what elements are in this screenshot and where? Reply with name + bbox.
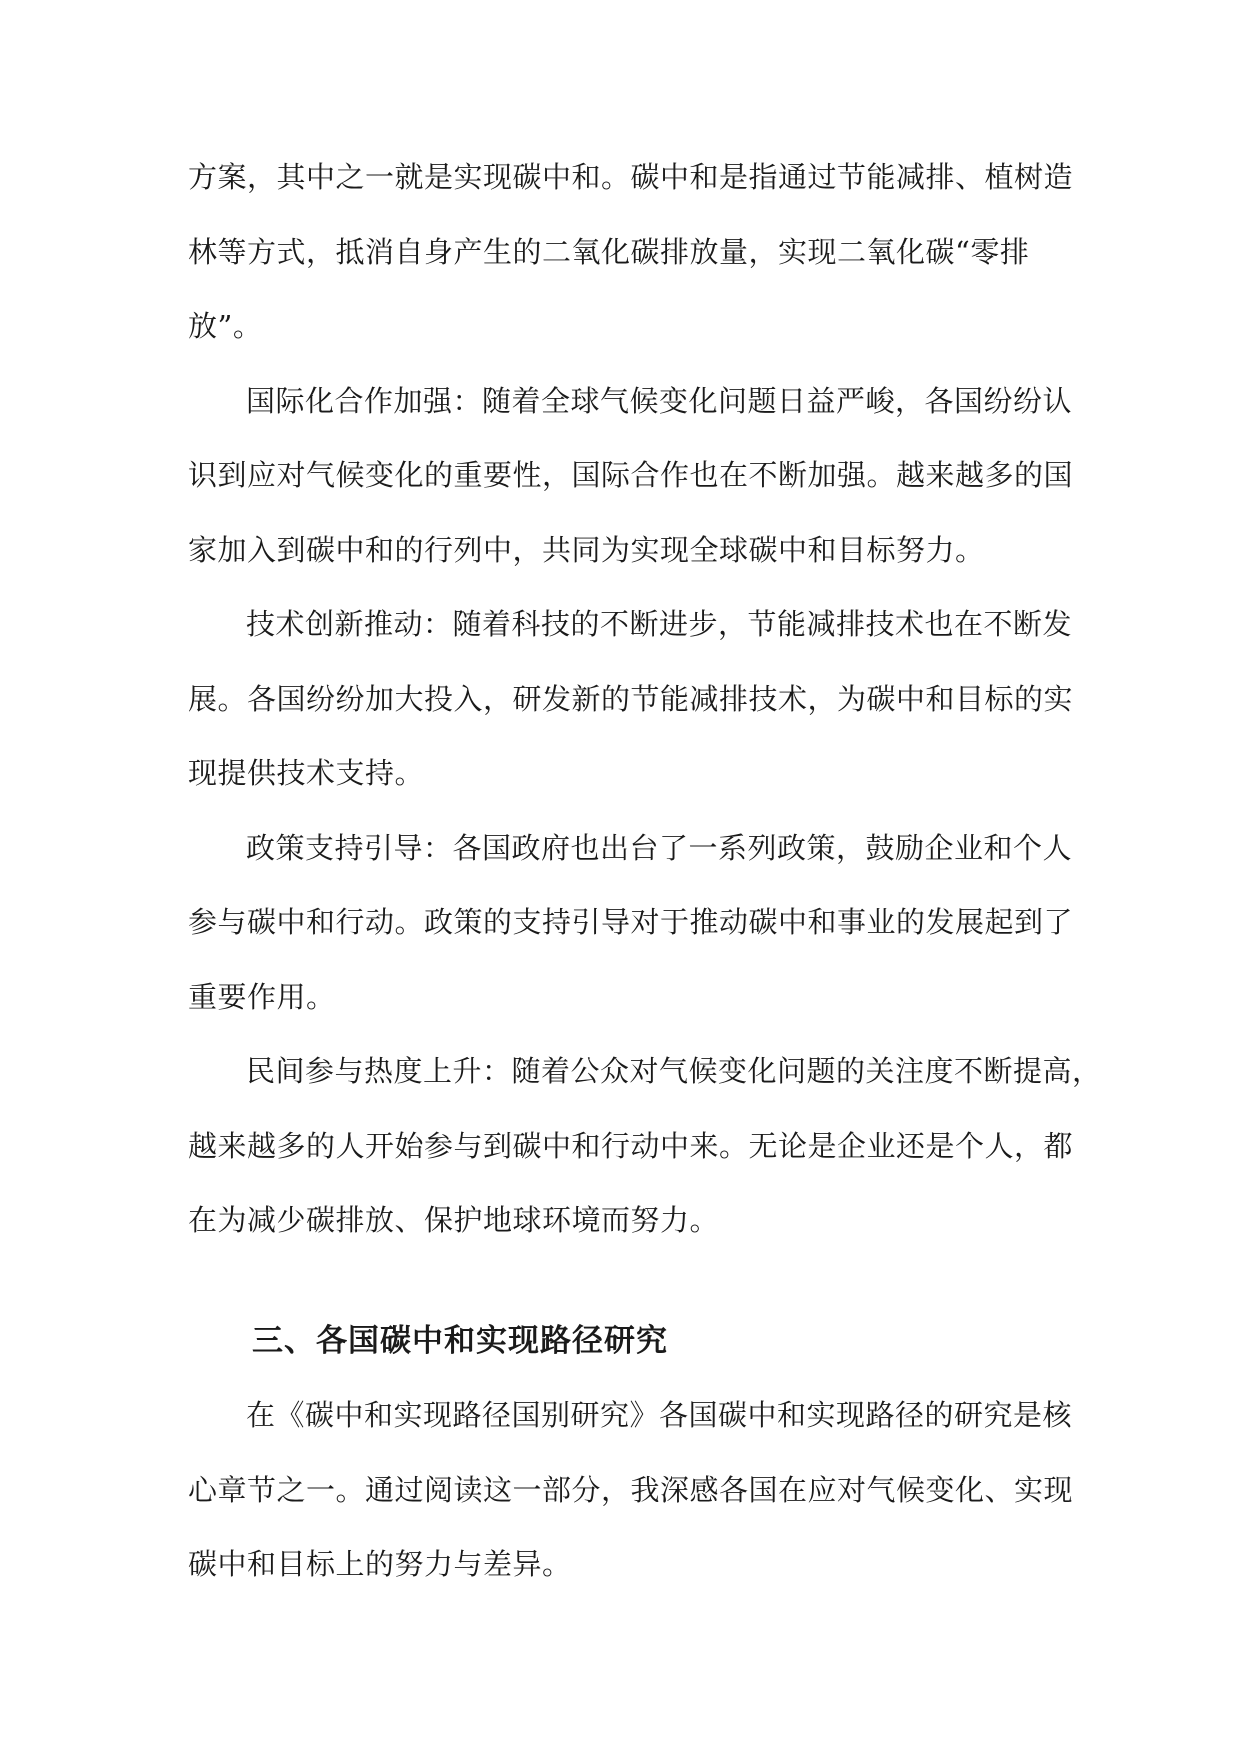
text-line: 方案，其中之一就是实现碳中和。碳中和是指通过节能减排、植树造 [188, 160, 1074, 194]
paragraph-policy-support [188, 811, 1074, 1035]
text-line: 民间参与热度上升：随着公众对气候变化问题的关注度不断提高， [246, 1054, 1102, 1088]
paragraph-technology-innovation [188, 587, 1074, 811]
section-heading: 三、各国碳中和实现路径研究 [252, 1322, 668, 1359]
text-line: 国际化合作加强：随着全球气候变化问题日益严峻，各国纷纷认 [246, 383, 1073, 418]
text-line: 在《碳中和实现路径国别研究》各国碳中和实现路径的研究是核 [246, 1398, 1073, 1432]
text-line: 参与碳中和行动。政策的支持引导对于推动碳中和事业的发展起到了 [188, 905, 1074, 939]
text-line: 展。各国纷纷加大投入，研发新的节能减排技术，为碳中和目标的实 [188, 681, 1074, 716]
document-page [188, 140, 1102, 1602]
text-line: 林等方式，抵消自身产生的二氧化碳排放量，实现二氧化碳“零排 [188, 234, 1030, 269]
text-line: 在为减少碳排放、保护地球环境而努力。 [188, 1203, 720, 1237]
text-line: 家加入到碳中和的行列中，共同为实现全球碳中和目标努力。 [188, 532, 985, 567]
paragraph-public-participation [188, 1034, 1102, 1258]
text-line: 放”。 [188, 309, 263, 343]
text-line: 技术创新推动：随着科技的不断进步，节能减排技术也在不断发 [246, 607, 1073, 641]
text-line: 识到应对气候变化的重要性，国际合作也在不断加强。越来越多的国 [188, 458, 1074, 492]
paragraph-section-intro [188, 1378, 1074, 1602]
text-line: 现提供技术支持。 [188, 756, 425, 790]
text-line: 越来越多的人开始参与到碳中和行动中来。无论是企业还是个人，都 [188, 1128, 1074, 1163]
paragraph-carbon-neutral-definition [188, 140, 1074, 364]
text-line: 碳中和目标上的努力与差异。 [188, 1547, 572, 1581]
paragraph-international-cooperation [188, 364, 1074, 588]
text-line: 心章节之一。通过阅读这一部分，我深感各国在应对气候变化、实现 [188, 1472, 1074, 1507]
text-line: 政策支持引导：各国政府也出台了一系列政策，鼓励企业和个人 [246, 830, 1073, 865]
text-line: 重要作用。 [188, 979, 336, 1014]
